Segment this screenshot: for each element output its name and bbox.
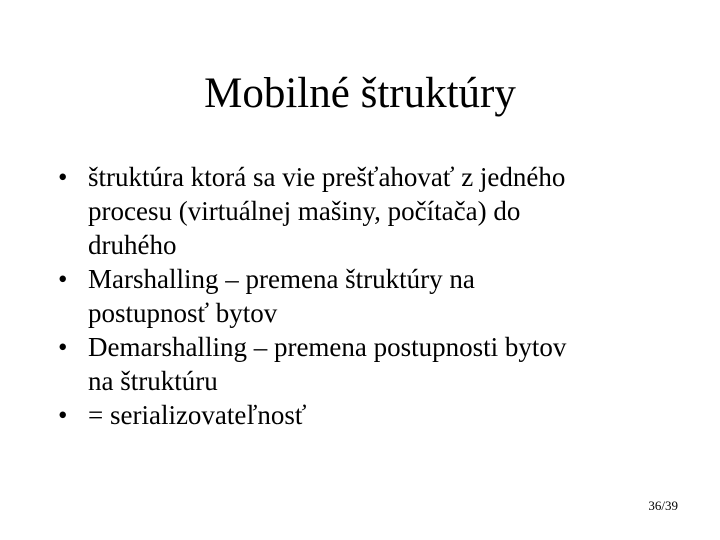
bullet-icon: • xyxy=(58,264,68,294)
bullet-icon: • xyxy=(58,332,68,362)
bullet-item-4 xyxy=(58,398,678,432)
bullet-line: Demarshalling – premena postupnosti bytov xyxy=(88,332,567,362)
bullet-item-3 xyxy=(58,330,678,398)
bullet-line: = serializovateľnosť xyxy=(88,400,307,430)
bullet-line: štruktúra ktorá sa vie prešťahovať z jedného xyxy=(88,162,566,192)
bullet-line: postupnosť bytov xyxy=(88,298,278,328)
bullet-line: procesu (virtuálnej mašiny, počítača) do xyxy=(88,196,521,226)
bullet-item-1 xyxy=(58,160,678,262)
bullet-icon: • xyxy=(58,400,68,430)
page-number: 36/39 xyxy=(648,498,678,513)
bullet-line: druhého xyxy=(88,230,177,260)
slide-title: Mobilné štruktúry xyxy=(204,70,516,117)
bullet-item-2 xyxy=(58,262,678,330)
bullet-line: na štruktúru xyxy=(88,366,218,396)
bullet-icon: • xyxy=(58,162,68,192)
bullet-list xyxy=(58,160,678,432)
bullet-line: Marshalling – premena štruktúry na xyxy=(88,264,475,294)
